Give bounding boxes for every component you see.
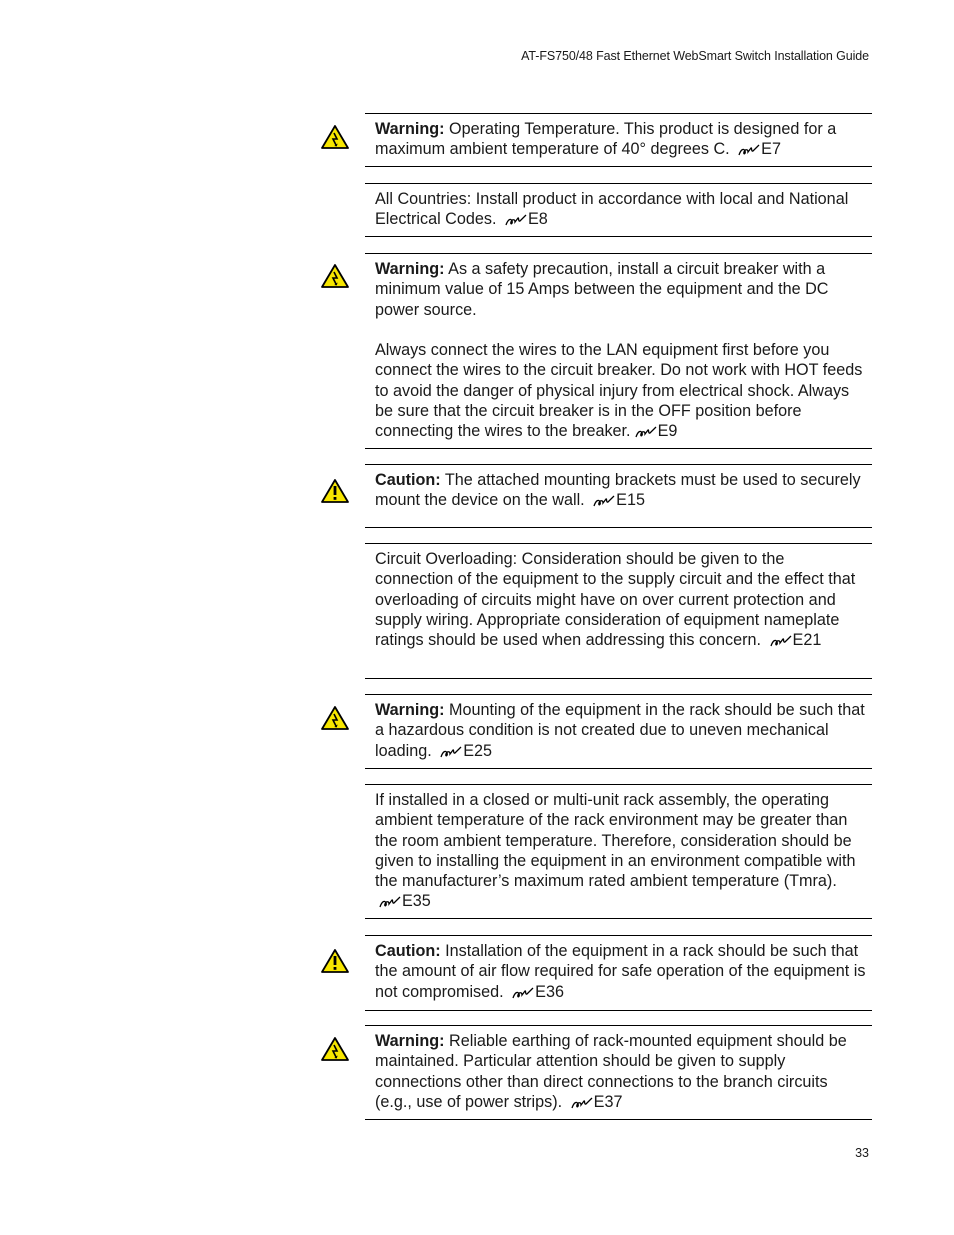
caution-label: Caution: bbox=[375, 942, 441, 960]
block-text: All Countries: Install product in accordance with local and National Electrical Codes. bbox=[375, 190, 849, 229]
reference-code: E21 bbox=[792, 631, 822, 650]
warning-label: Warning: bbox=[375, 701, 445, 719]
block-text: Operating Temperature. This product is designed for a maximum ambient temperature of 40° degrees C. bbox=[375, 120, 837, 159]
caution-icon bbox=[320, 948, 350, 974]
page-number: 33 bbox=[855, 1146, 869, 1160]
reference-code: E37 bbox=[593, 1092, 623, 1111]
signature-icon bbox=[635, 425, 657, 439]
block-text: As a safety precaution, install a circuit breaker with a minimum value of 15 Amps between the equipment and the DC power source. bbox=[375, 260, 829, 319]
signature-icon bbox=[593, 494, 615, 508]
reference-code: E9 bbox=[657, 422, 678, 441]
reference-code: E35 bbox=[402, 892, 431, 911]
note-block-e21 bbox=[365, 543, 872, 679]
block-text: Installation of the equipment in a rack should be such that the amount of air flow required for safe operation of the equipment is not compromised. bbox=[375, 942, 866, 1001]
signature-icon bbox=[770, 634, 792, 648]
signature-icon bbox=[738, 143, 760, 157]
block-text: Mounting of the equipment in the rack should be such that a hazardous condition is not created due to uneven mechanical loading. bbox=[375, 701, 865, 760]
reference-code: E7 bbox=[761, 140, 781, 159]
caution-label: Caution: bbox=[375, 471, 441, 489]
electrical-hazard-icon bbox=[320, 263, 350, 289]
warning-block-e7 bbox=[365, 113, 872, 167]
note-block-e35 bbox=[365, 784, 872, 919]
reference-code: E36 bbox=[535, 982, 564, 1001]
warning-label: Warning: bbox=[375, 1032, 445, 1050]
running-header: AT-FS750/48 Fast Ethernet WebSmart Switch Installation Guide bbox=[521, 49, 869, 63]
block-text: Circuit Overloading: Consideration should be given to the connection of the equipment to the supply circuit and the effect that overloading of circuits might have on over current protection and supply wiring. Appropriate consideration of equipment nameplate ratings should be used when addressing this concern. bbox=[375, 550, 856, 650]
signature-icon bbox=[512, 986, 534, 1000]
caution-block-e15 bbox=[365, 464, 872, 528]
electrical-hazard-icon bbox=[320, 705, 350, 731]
warning-label: Warning: bbox=[375, 260, 445, 278]
block-text: Reliable earthing of rack-mounted equipment should be maintained. Particular attention should be given to supply connections other than direct connections to the branch circuits (e.g., use of power strips). bbox=[375, 1032, 847, 1111]
warning-label: Warning: bbox=[375, 120, 445, 138]
note-block-e8 bbox=[365, 183, 872, 237]
caution-icon bbox=[320, 478, 350, 504]
warning-block-e9 bbox=[365, 253, 872, 449]
electrical-hazard-icon bbox=[320, 124, 350, 150]
warning-block-e25 bbox=[365, 694, 872, 769]
block-text: If installed in a closed or multi-unit rack assembly, the operating ambient temperature of the rack environment may be greater than the room ambient temperature. Therefore, consideration should be given to installing the equipment in an environment compatible with the manufacturer’s maximum rated ambient temperature (Tmra). bbox=[375, 791, 856, 891]
caution-block-e36 bbox=[365, 935, 872, 1011]
block-text-second-paragraph: Always connect the wires to the LAN equipment first before you connect the wires to the circuit breaker. Do not work with HOT feeds to avoid the danger of physical injury from electrical shock. Always be sure that the circuit breaker is in the OFF position before connecting the wires to the breaker. bbox=[375, 341, 863, 441]
block-text: The attached mounting brackets must be used to securely mount the device on the wall. bbox=[375, 471, 861, 510]
reference-code: E8 bbox=[527, 210, 548, 229]
reference-code: E15 bbox=[616, 491, 645, 510]
warning-block-e37 bbox=[365, 1025, 872, 1120]
signature-icon bbox=[571, 1096, 593, 1110]
signature-icon bbox=[505, 213, 527, 227]
electrical-hazard-icon bbox=[320, 1036, 350, 1062]
signature-icon bbox=[440, 745, 462, 759]
reference-code: E25 bbox=[463, 741, 493, 760]
signature-icon bbox=[379, 895, 401, 909]
